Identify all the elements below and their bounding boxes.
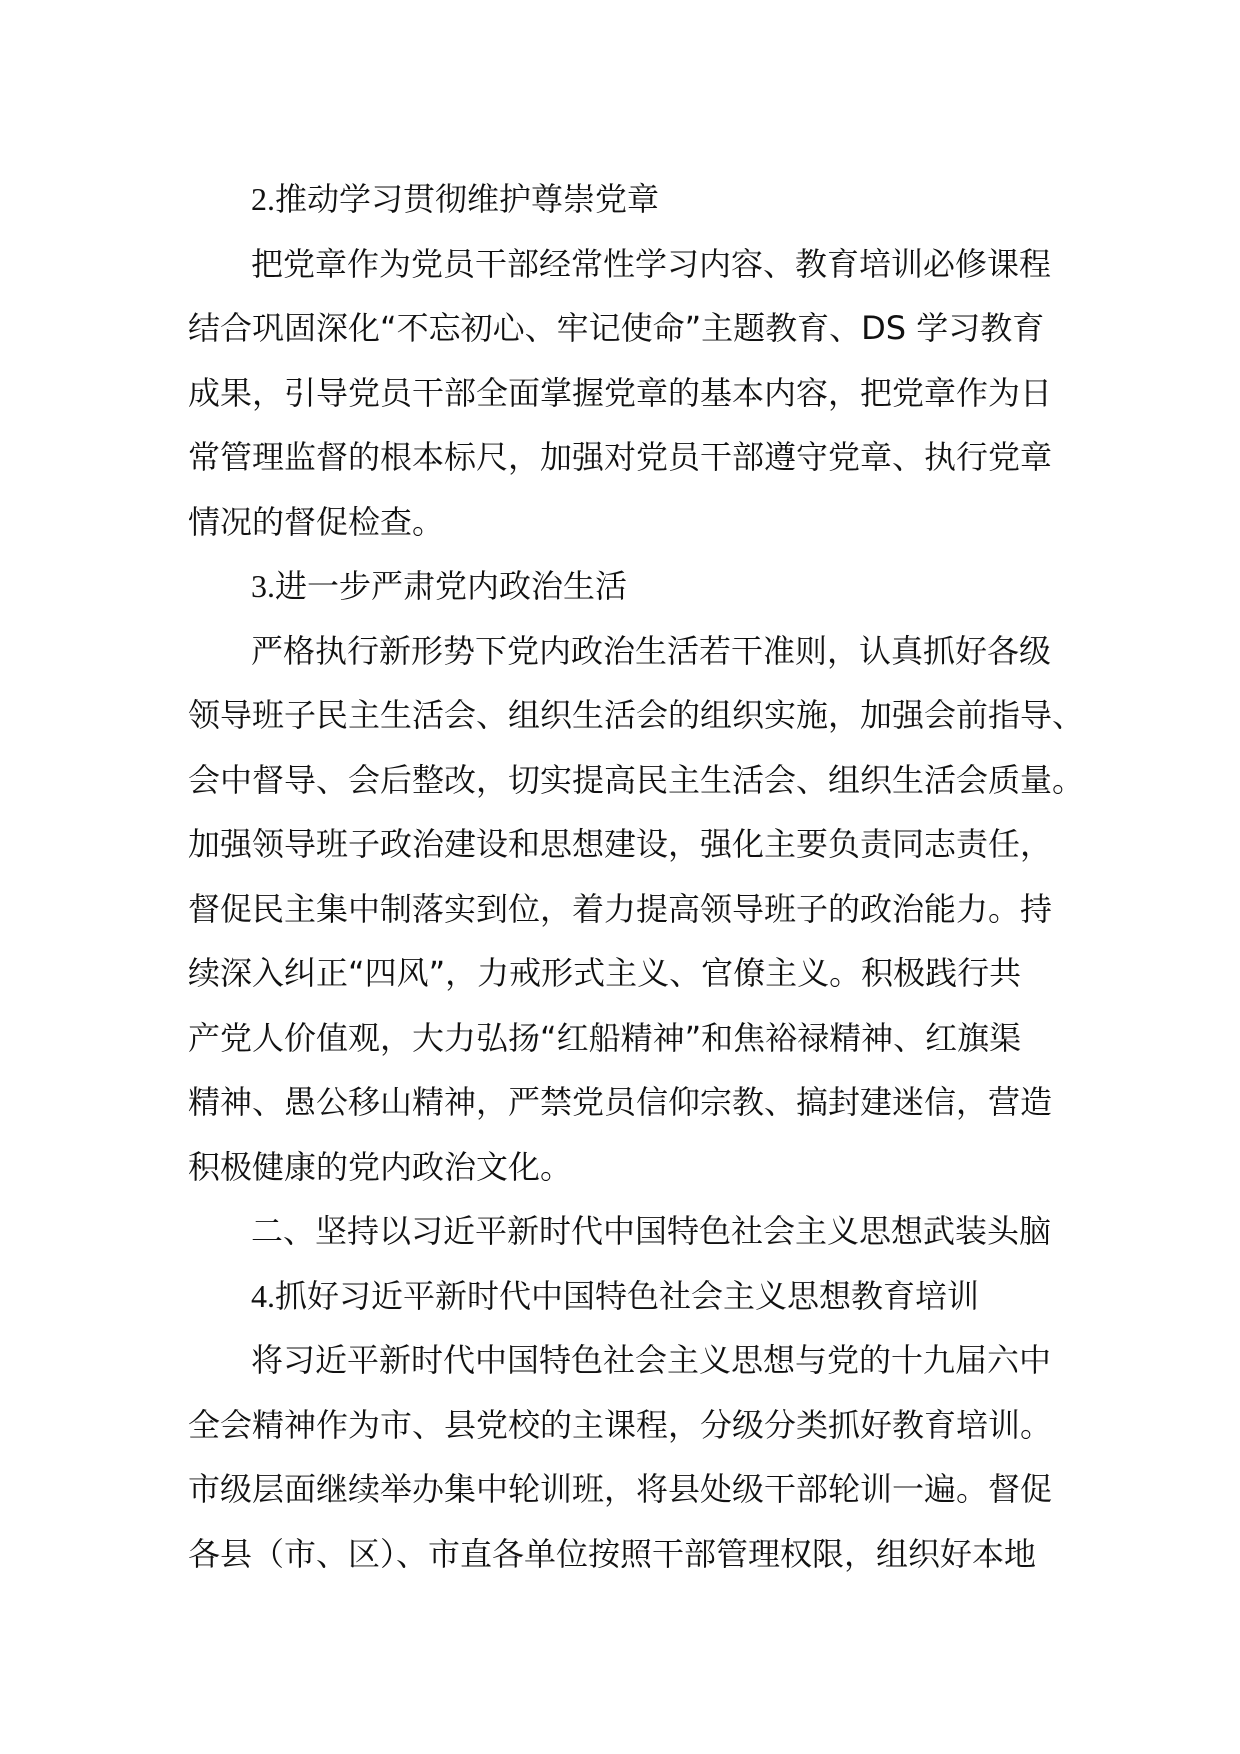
section-heading-2: 2.推动学习贯彻维护尊崇党章 [251,181,660,217]
paragraph-line: 会中督导、会后整改，切实提高民主生活会、组织生活会质量。 [188,760,1085,799]
chapter-heading-2: 二、坚持以习近平新时代中国特色社会主义思想武装头脑 [251,1212,1052,1250]
paragraph-line: 情况的督促检查。 [188,502,445,541]
paragraph-line: 督促民主集中制落实到位，着力提高领导班子的政治能力。持 [188,889,1053,928]
paragraph-line: 把党章作为党员干部经常性学习内容、教育培训必修课程 [251,244,1052,283]
paragraph-line: 成果，引导党员干部全面掌握党章的基本内容，把党章作为日 [188,373,1053,412]
paragraph-line: 结合巩固深化“不忘初心、牢记使命”主题教育、DS 学习教育 [188,309,1045,347]
paragraph-line: 将习近平新时代中国特色社会主义思想与党的十九届六中 [251,1341,1052,1379]
paragraph-line: 精神、愚公移山精神，严禁党员信仰宗教、搞封建迷信，营造 [188,1083,1053,1121]
section-heading-4: 4.抓好习近平新时代中国特色社会主义思想教育培训 [251,1277,980,1314]
paragraph-line: 续深入纠正“四风”，力戒形式主义、官僚主义。积极践行共 [188,954,1022,992]
paragraph-line: 领导班子民主生活会、组织生活会的组织实施，加强会前指导、 [188,696,1085,734]
paragraph-line: 各县（市、区）、市直各单位按照干部管理权限，组织好本地 [188,1534,1037,1573]
paragraph-line: 加强领导班子政治建设和思想建设，强化主要负责同志责任， [188,825,1053,863]
paragraph-line: 积极健康的党内政治文化。 [188,1147,573,1186]
paragraph-line: 常管理监督的根本标尺，加强对党员干部遵守党章、执行党章 [188,438,1053,476]
paragraph-line: 严格执行新形势下党内政治生活若干准则，认真抓好各级 [251,631,1052,670]
paragraph-line: 产党人价值观，大力弘扬“红船精神”和焦裕禄精神、红旗渠 [188,1018,1022,1057]
paragraph-line: 全会精神作为市、县党校的主课程，分级分类抓好教育培训。 [188,1405,1053,1444]
section-heading-3: 3.进一步严肃党内政治生活 [251,568,628,604]
paragraph-line: 市级层面继续举办集中轮训班，将县处级干部轮训一遍。督促 [188,1470,1053,1508]
document-body [188,167,1085,1586]
